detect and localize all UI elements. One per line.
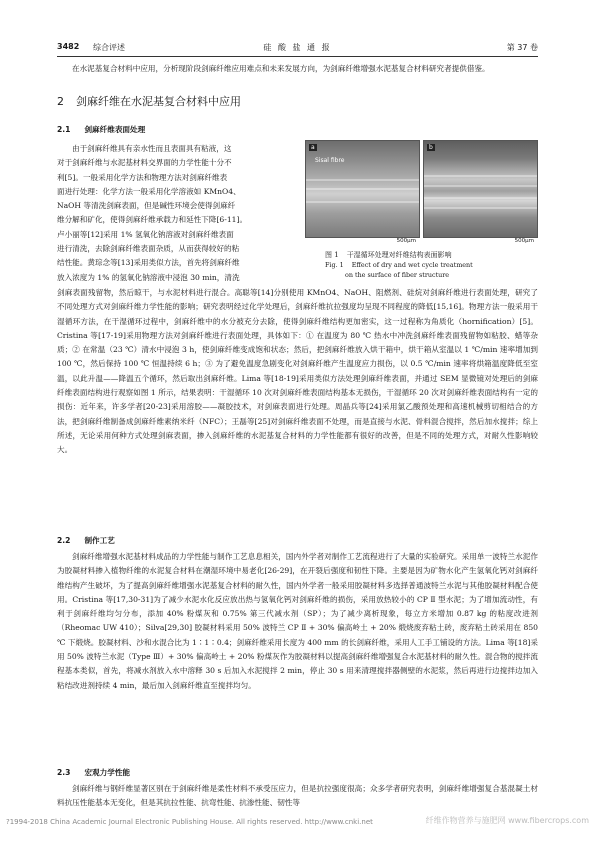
text-line: 面进行处理：化学方法一般采用化学溶液如 KMnO4、 [57,186,241,196]
subsection-heading [57,124,145,136]
figure-caption [305,250,538,280]
text-line: 放入浓度为 1% 的氢氧化钠溶液中浸泡 30 min，清洗 [57,272,240,282]
caption-en-line2: on the surface of fiber structure [345,271,450,279]
subsection-number: 2.1 [57,125,71,134]
paragraph: 剑麻表面残留物，然后晾干，与水泥材料进行混合。高聪等[14]分别使用 KMnO4、NaOH、阻燃剂、硅烷对剑麻纤维进行表面处理，研究了不同处理方式对剑麻纤维力学性能的影响；研究表明经过化学处理后，剑麻纤维抗拉强度均呈现不同程度的降低[15,16]。物理方法一般采用干湿循环方法，在干湿循环过程中，剑麻纤维中的水分被充分去除，使得剑麻纤维结构更加密实，这一过程称为角质化（hornification）[5]。Cristina 等[17-19]采用物理方法对剑麻纤维进行表面处理，具体如下：① 在温度为 80 ℃ 热水中冲洗剑麻纤维表面残留物如粘胶、蜡等杂质；② 在常温（23 ℃）清水中浸泡 3 h，使剑麻纤维变成饱和状态；然后，把剑麻纤维放入烘干箱中，烘干箱从室温以 1 ℃/min 速率增加到 100 ℃，然后保持 100 ℃ 恒温持续 6 h；③ 为了避免温度急剧变化对剑麻纤维产生温度应力损伤，以 0.5 ℃/min 速率将烘箱温度降低至室温，以此升温——降温五个循环，然后取出剑麻纤维。Lima 等[18-19]采用类似方法处理剑麻纤维表面，并通过 SEM 显微镜对处理后的剑麻纤维表面结构进行观察如图 1 所示，结果表明：干湿循环 10 次对剑麻纤维表面结构基本无损伤，干湿循环 20 次对剑麻纤维表面结构有一定的损伤：近年来，许多学者[20-23]采用溶胶——凝胶技术，对剑麻表面进行处理。周晶兵等[24]采用氯乙酸预处理和高速机械剪切相结合的方法，把剑麻纤维制备成剑麻纤维素纳米纤（NFC）；王磊等[25]对剑麻纤维表面不处理，而是直接与水泥、骨料混合搅拌，然后加水搅拌；综上所述，无论采用何种方式处理剑麻表面，掺入剑麻纤维的水泥基复合材料的力学性能都有很好的改善，但是不同的处理方式，对耐久性影响较大。 [57,288,538,455]
paragraph: 剑麻纤维与钢纤维显著区别在于剑麻纤维是柔性材料不承受压应力，但是抗拉强度很高；众多学者研究表明，剑麻纤维增强复合基混凝土材料抗压性能基本无变化，但是其抗拉性能、抗弯性能、抗渗性能、韧性等 [57,784,538,808]
text-line: 进行清洗，去除剑麻纤维表面杂质，从而获得较好的粘 [57,244,240,254]
page-number: 3482 [57,42,80,51]
watermark: 纤维作物营养与施肥网 www.fibercrops.com [425,816,589,825]
caption-number: 图 1 [325,251,339,259]
text-line: 卢小丽等[12]采用 1% 氢氧化钠溶液对剑麻纤维表面 [57,229,234,239]
scale-bar-b: 500μm [514,238,534,244]
text-line: NaOH 等清洗剑麻表面，但是碱性环境会使得剑麻纤 [57,201,236,211]
section-title: 剑麻纤维在水泥基复合材料中应用 [76,95,241,108]
caption-en-line1: Effect of dry and wet cycle treatment [351,261,473,269]
scale-bars [305,238,538,246]
volume-label: 第 37 卷 [506,43,538,52]
caption-zh: 干湿循环处理对纤维结构表面影响 [346,251,452,259]
section-2-2-body [57,550,538,693]
text-line: 利[5]。一般采用化学方法和物理方法对剑麻纤维表 [57,172,228,182]
subsection-number: 2.2 [57,536,71,545]
subsection-number: 2.3 [57,768,71,777]
section-heading [57,95,253,109]
subsection-title: 宏观力学性能 [84,768,131,777]
text-line: 结性能。黄琮念等[13]采用类似方法，首先将剑麻纤维 [57,258,240,268]
subsection-heading [57,767,130,779]
panel-label-a: a [311,144,315,151]
figure-1 [305,140,538,280]
subsection-title: 制作工艺 [84,536,115,545]
sem-image-b [423,140,538,238]
panel-tag-a: Sisal fibre [315,157,345,164]
copyright-line: ?1994-2018 China Academic Journal Electronic Publishing House. All rights reserved. http://www.cnki.net [6,818,373,826]
narrow-text-column [57,142,300,285]
intro-continuation: 在水泥基复合材料中应用，分析现阶段剑麻纤维应用难点和未来发展方向，为剑麻纤维增强水泥基复合材料研究者提供借鉴。 [72,64,490,73]
figure-panels [305,140,538,238]
section-2-1-body [57,286,538,458]
section-2-3-body [57,782,538,811]
text-line: 维分解和矿化，使得剑麻纤维承载力和延性下降[6-11]。 [57,215,248,225]
paragraph: 剑麻纤维增强水泥基材料成品的力学性能与制作工艺息息相关，国内外学者对制作工艺流程进行了大量的实验研究。采用单一波特兰水泥作为胶凝材料掺入植物纤维的水泥复合材料在潮湿环境中易老化[26-29]，在开裂后强度和韧性下降。主要是因为矿物水化产生氢氧化钙对剑麻纤维结构产生破坏，为了提高剑麻纤维增强水泥基复合材料的耐久性，国内外学者一般采用胶凝材料多选择普通波特兰水泥与其他胶凝材料配合使用。Cristina 等[17,30-31]为了减少水泥水化反应放出热与氢氧化钙对剑麻纤维的损伤，采用放热较小的 CP Ⅱ 型水泥；为了增加流动性，有利于剑麻纤维均匀分布，添加 40% 粉煤灰和 0.75% 第三代减水剂（SP）；为了减少离析现象，每立方米增加 0.87 kg 的粘度改进剂（Rheomac UW 410）；Silva[29,30] 胶凝材料采用 50% 波特兰 CP Ⅱ + 30% 偏高岭土 + 20% 煅烧废弃粘土砖，废弃粘土砖采用在 850 ℃ 下煅烧。胶凝材料、沙和水混合比为 1∶1∶0.4；剑麻纤维采用长度为 400 mm 的长剑麻纤维，采用人工手工铺设的方法。Lima 等[18]采用 50% 波特兰水泥（Type Ⅲ）+ 30% 偏高岭土 + 20% 粉煤灰作为胶凝材料以提高剑麻纤维增强复合水泥基材料的耐久性。混合物的搅拌流程基本类似，首先，将减水剂放入水中溶释 30 s 后加入水泥搅拌 2 min，停止 30 s 用来清理搅拌器侧壁的水泥浆，然后再进行边搅拌边加入粘结改进剂持续 4 min，最后加入剑麻纤维直至搅拌均匀。 [57,552,538,690]
running-header [57,42,538,57]
page-footer [0,818,595,830]
sem-image-a [305,140,420,238]
scale-bar-a: 500μm [396,238,416,244]
text-line: 对于剑麻纤维与水泥基材料交界面的力学性能十分不 [57,158,232,168]
text-line: 由于剑麻纤维具有亲水性而且表面具有粘液，这 [72,144,232,153]
journal-section: 综合评述 [93,43,125,52]
subsection-heading [57,535,115,547]
caption-en-number: Fig. 1 [325,261,344,269]
subsection-title: 剑麻纤维表面处理 [84,125,146,134]
journal-title: 硅 酸 盐 通 报 [263,43,332,52]
section-number: 2 [57,95,64,108]
panel-label-b: b [429,144,433,151]
